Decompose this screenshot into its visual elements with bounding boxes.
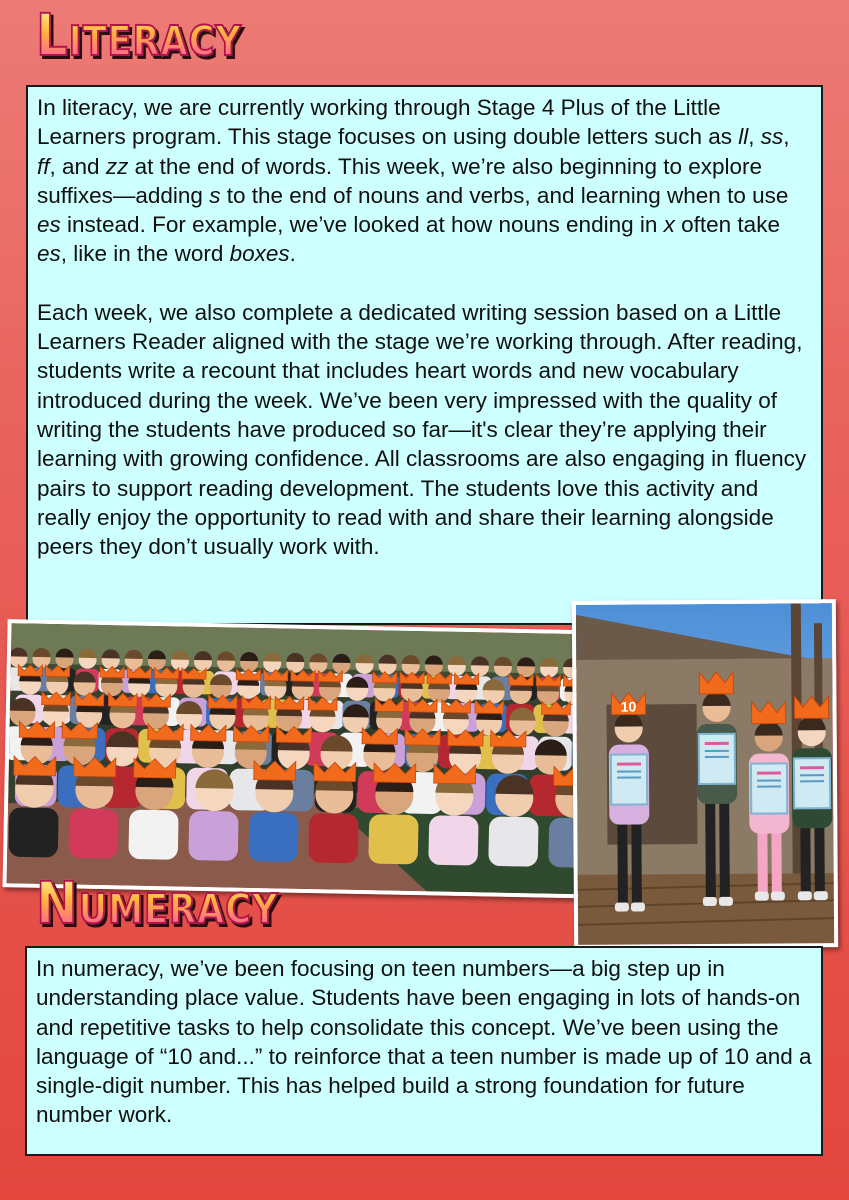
literacy-heading: Literacy <box>36 1 242 69</box>
italic-example-text: boxes <box>229 241 290 267</box>
paragraph-text-run: . <box>289 241 296 267</box>
paragraph-text-run: to the end of nouns and verbs, and learning when to use <box>220 182 789 208</box>
paragraph-text-run: , and <box>49 153 106 179</box>
literacy-paragraph-1 <box>37 93 813 269</box>
italic-example-text: x <box>663 212 675 238</box>
numeracy-text-box <box>25 946 823 1156</box>
italic-example-text: zz <box>105 153 129 179</box>
italic-example-text: s <box>209 182 221 208</box>
paragraph-text-run: , <box>783 124 790 150</box>
italic-example-text: ll <box>738 124 749 150</box>
italic-example-text: es <box>37 241 61 267</box>
literacy-text-box <box>26 85 823 625</box>
paragraph-text-run: In literacy, we are currently working through Stage 4 Plus of the Little Learners program. This stage focuses on using double letters such as <box>37 95 739 150</box>
crown-number-label: 10 <box>620 698 637 715</box>
paragraph-text-run: often take <box>674 212 780 238</box>
paragraph-text-run: at the end of words. This week, we’re also beginning to explore suffixes—adding <box>37 153 763 208</box>
students-assembly-illustration <box>7 623 615 895</box>
paragraph-text-run: instead. For example, we’ve looked at how nouns ending in <box>60 212 664 238</box>
students-certificates-illustration <box>576 603 834 945</box>
italic-example-text: es <box>37 212 61 238</box>
paragraph-text-run: , <box>748 124 761 150</box>
literacy-paragraph-2: Each week, we also complete a dedicated writing session based on a Little Learners Reader aligned with the stage we’re working through. After reading, students write a recount that includes heart words and new vocabulary introduced during the week. We’ve been very impressed with the quality of writing the students have produced so far—it's clear they’re applying their learning with growing confidence. All classrooms are also engaging in fluency pairs to support reading development. The students love this activity and really enjoy the opportunity to read with and share their learning alongside peers they don’t usually work with. <box>37 299 807 560</box>
paragraph-text-run: , like in the word <box>60 241 230 267</box>
numeracy-heading: Numeracy <box>36 869 279 937</box>
italic-example-text: ff <box>37 153 50 179</box>
italic-example-text: ss <box>760 124 784 150</box>
students-assembly-photo <box>2 619 618 899</box>
students-with-certificates-photo <box>572 599 838 949</box>
numeracy-paragraph: In numeracy, we’ve been focusing on teen numbers—a big step up in understanding place value. Students have been engaging in lots of hands-on and repetitive tasks to help consolidate this concept. We’ve been using the language of “10 and...” to reinforce that a teen number is made up of 10 and a single-digit number. This has helped build a strong foundation for future number work. <box>36 956 812 1128</box>
